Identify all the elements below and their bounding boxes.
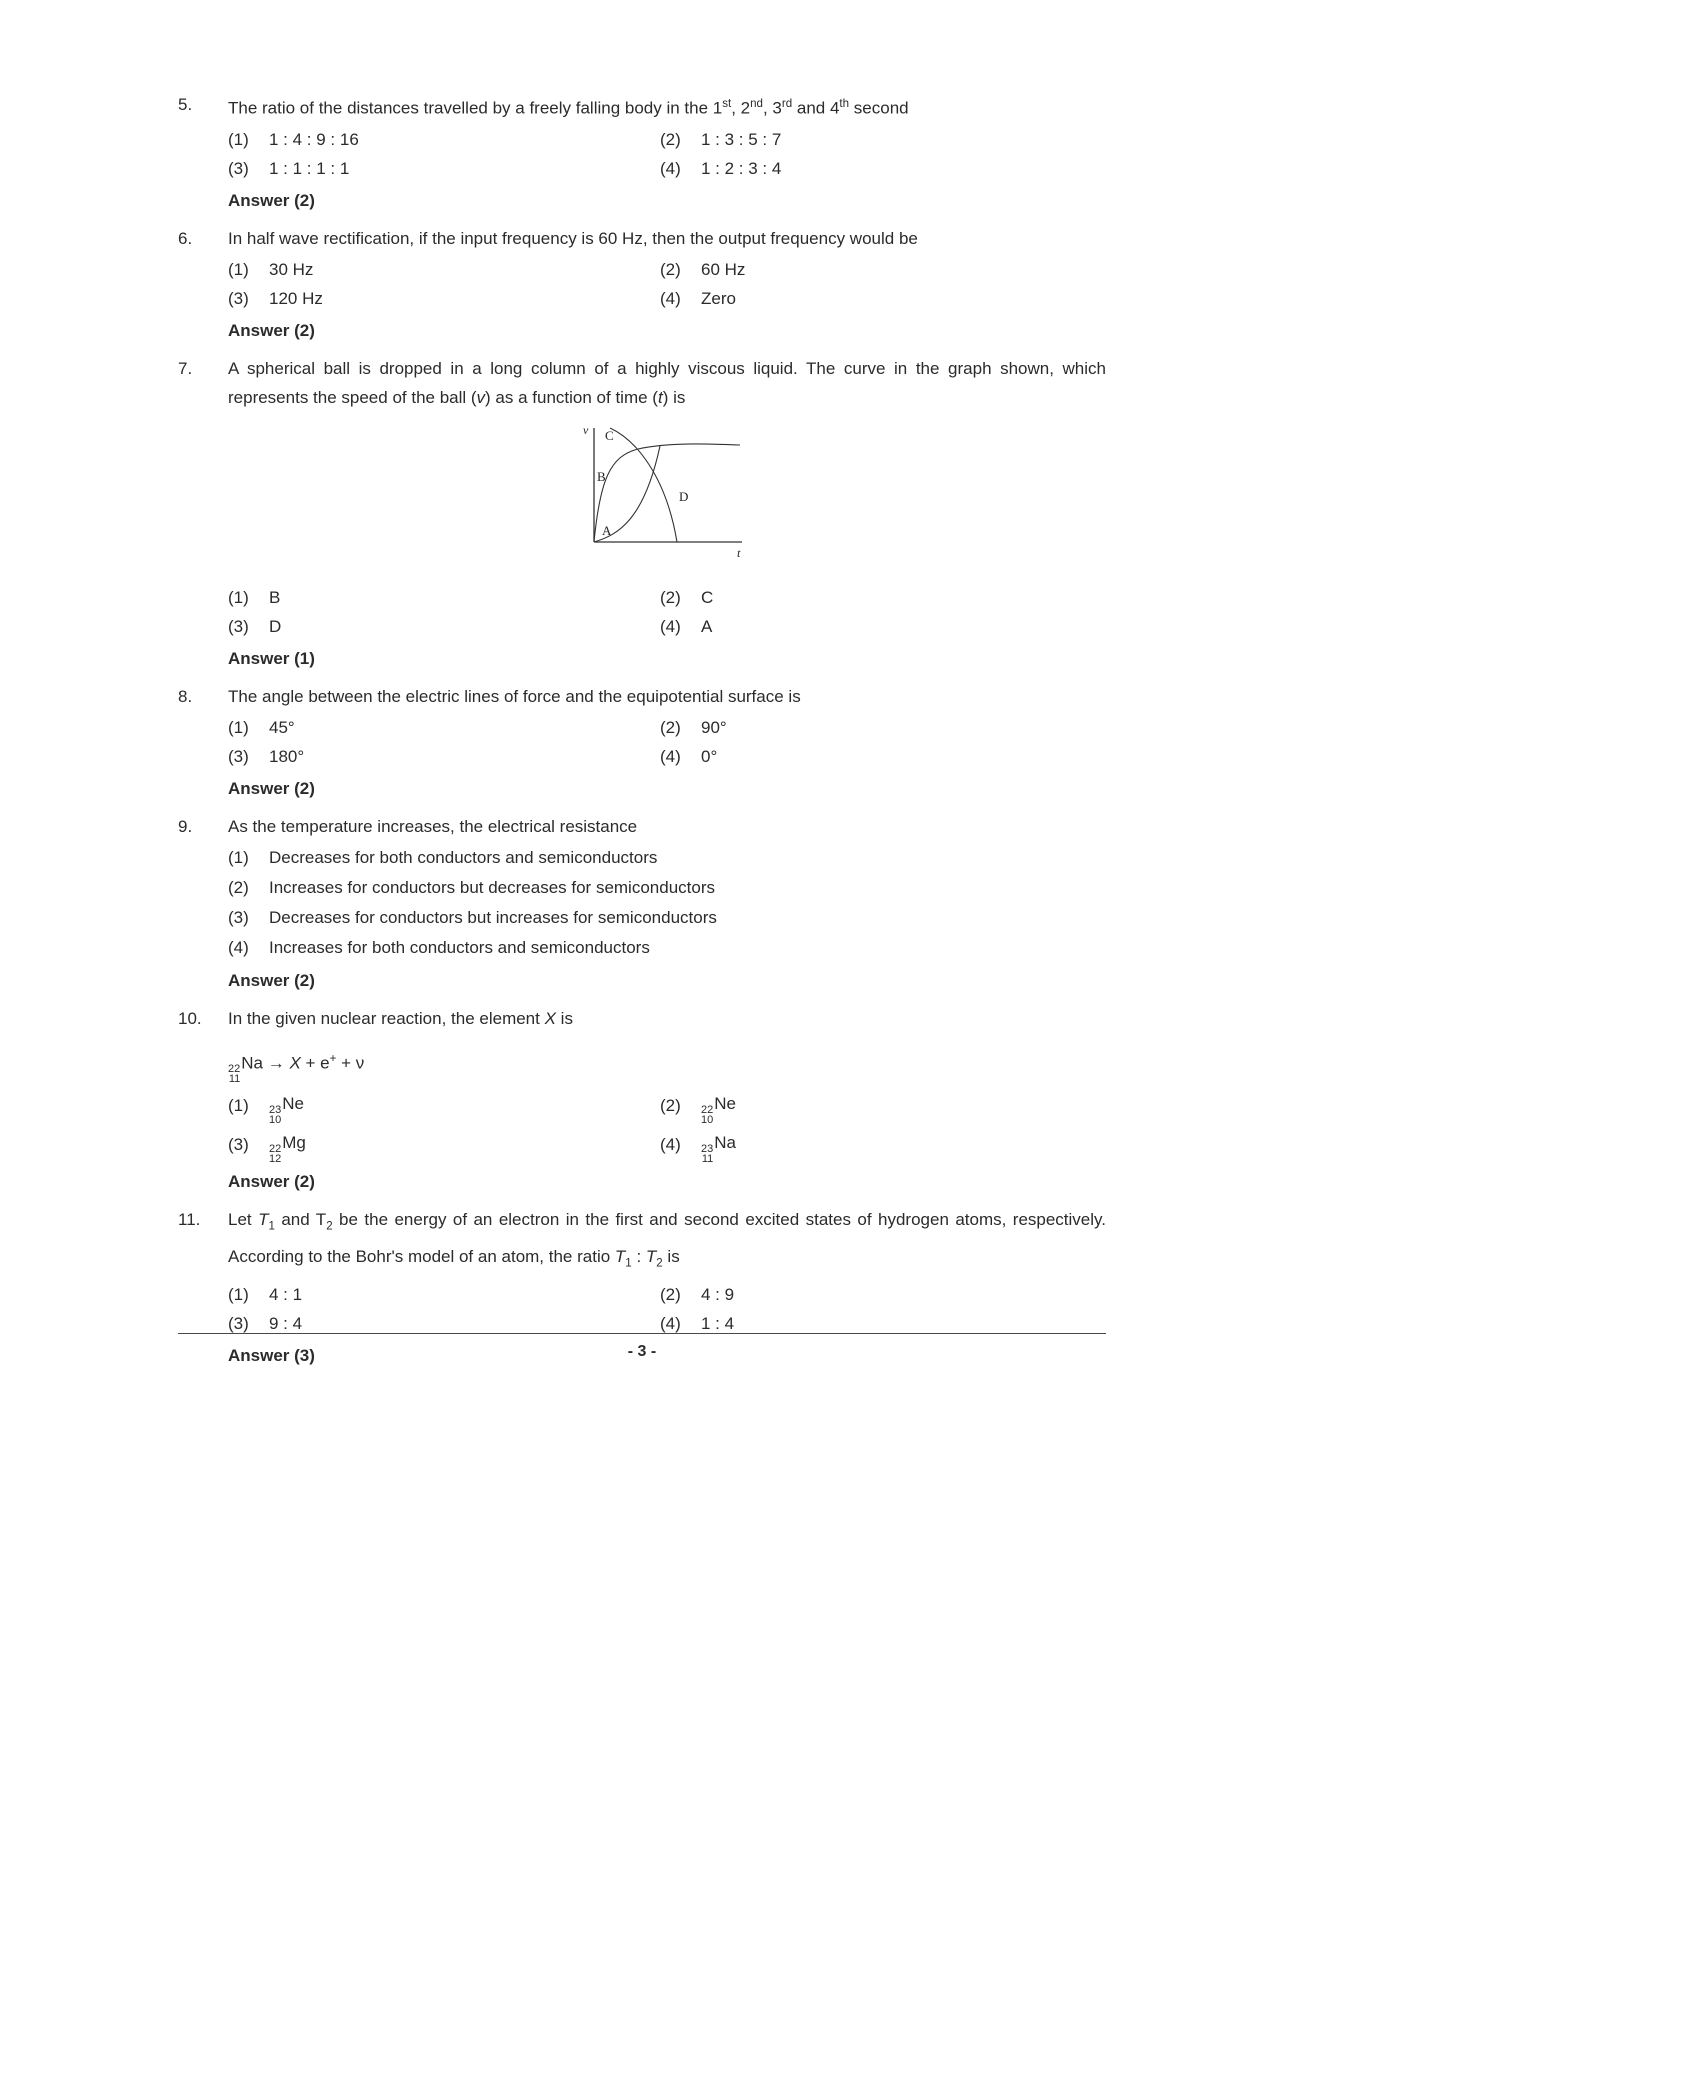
option-1: [228, 125, 660, 154]
option-text: C: [701, 587, 714, 607]
option-1: [228, 1086, 660, 1125]
options: [228, 713, 1106, 771]
options: [228, 1280, 1106, 1338]
option-label: (4): [660, 1135, 681, 1155]
curve-label-d: D: [678, 488, 688, 504]
option-text: 45°: [269, 717, 295, 737]
option-label: (1): [228, 1285, 249, 1305]
option-label: (2): [660, 129, 681, 149]
option-label: (4): [660, 158, 681, 178]
option-label: (4): [228, 937, 249, 957]
option-1: [228, 1280, 660, 1309]
answer-text: Answer (2): [228, 778, 315, 798]
option-1: [228, 713, 660, 742]
question-number: 9.: [178, 816, 193, 836]
answer-text: Answer (2): [228, 970, 315, 990]
option-label: (2): [660, 717, 681, 737]
question-text: The angle between the electric lines of force and the equipotential surface is: [228, 686, 801, 706]
option-text: Decreases for conductors but increases for semiconductors: [269, 907, 717, 927]
question-number: 11.: [178, 1210, 201, 1230]
option-text: 120 Hz: [269, 288, 323, 308]
curve-label-c: C: [604, 427, 614, 443]
option-label: (2): [660, 1285, 681, 1305]
option-2: [660, 255, 1106, 284]
option-text: 1 : 1 : 1 : 1: [269, 158, 350, 178]
option-text: A: [701, 616, 713, 636]
option-4: [660, 284, 1106, 313]
option-label: (4): [660, 1314, 681, 1334]
question-text: In half wave rectification, if the input frequency is 60 Hz, then the output frequency would be: [228, 228, 918, 248]
question-8: [178, 682, 1106, 803]
options: [228, 255, 1106, 313]
option-2: [660, 583, 1106, 612]
option-text: 1 : 4: [701, 1314, 735, 1334]
option-text: Increases for both conductors and semiconductors: [269, 937, 650, 957]
answer-text: Answer (2): [228, 190, 315, 210]
option-label: (2): [228, 877, 249, 897]
option-text: 23 11 Na: [701, 1133, 736, 1166]
question-number: 8.: [178, 686, 193, 706]
option-text: 1 : 2 : 3 : 4: [701, 158, 782, 178]
curve-label-b: B: [596, 468, 606, 484]
option-text: 30 Hz: [269, 259, 314, 279]
page-number: - 3 -: [627, 1343, 657, 1360]
option-text: B: [269, 587, 281, 607]
option-1: [228, 255, 660, 284]
nuclear-equation: 22 11 Na → X + e+ + ν: [228, 1052, 365, 1086]
question-number: 10.: [178, 1008, 202, 1028]
y-axis-label: v: [582, 422, 588, 437]
page-footer: [178, 1333, 1106, 1361]
option-text: 4 : 1: [269, 1285, 303, 1305]
option-text: 22 10 Ne: [701, 1094, 736, 1127]
x-axis-label: t: [736, 545, 740, 560]
question-10: [178, 1004, 1106, 1197]
options: [228, 843, 1106, 963]
option-label: (3): [228, 1314, 249, 1334]
option-3: [228, 1125, 660, 1164]
option-label: (2): [660, 1096, 681, 1116]
option-label: (3): [228, 746, 249, 766]
option-label: (4): [660, 746, 681, 766]
option-text: Zero: [701, 288, 736, 308]
option-label: (1): [228, 717, 249, 737]
option-1: [228, 583, 660, 612]
option-text: Increases for conductors but decreases for semiconductors: [269, 877, 715, 897]
option-text: 23 10 Ne: [269, 1094, 304, 1127]
option-3: [228, 612, 660, 641]
option-label: (3): [228, 907, 249, 927]
option-4: [660, 154, 1106, 183]
option-label: (4): [660, 616, 681, 636]
option-4: [660, 1125, 1106, 1164]
option-4: [228, 933, 1106, 963]
options: [228, 125, 1106, 183]
question-text: As the temperature increases, the electrical resistance: [228, 816, 638, 836]
option-text: 90°: [701, 717, 727, 737]
option-label: (3): [228, 1135, 249, 1155]
options: [228, 1086, 1106, 1164]
option-2: [660, 1086, 1106, 1125]
option-label: (1): [228, 587, 249, 607]
question-6: [178, 224, 1106, 345]
option-text: 4 : 9: [701, 1285, 735, 1305]
option-label: (2): [660, 587, 681, 607]
option-label: (2): [660, 259, 681, 279]
question-number: 6.: [178, 228, 193, 248]
question-9: [178, 812, 1106, 995]
option-label: (3): [228, 158, 249, 178]
option-2: [660, 125, 1106, 154]
option-text: 0°: [701, 746, 718, 766]
option-text: 1 : 3 : 5 : 7: [701, 129, 782, 149]
answer-text: Answer (3): [228, 1346, 315, 1366]
option-3: [228, 742, 660, 771]
question-text: A spherical ball is dropped in a long column of a highly viscous liquid. The curve in the graph shown, which represents the speed of the ball (v) as a function of time (t) is: [228, 358, 1106, 407]
curve-b: [594, 444, 740, 542]
curve-label-a: A: [601, 522, 611, 538]
option-text: Decreases for both conductors and semiconductors: [269, 847, 658, 867]
question-7: [178, 354, 1106, 673]
option-3: [228, 154, 660, 183]
option-label: (1): [228, 1096, 249, 1116]
option-label: (3): [228, 288, 249, 308]
answer-text: Answer (2): [228, 320, 315, 340]
option-2: [228, 873, 1106, 903]
option-label: (1): [228, 129, 249, 149]
option-label: (4): [660, 288, 681, 308]
option-4: [660, 612, 1106, 641]
answer-text: Answer (2): [228, 1172, 315, 1192]
option-3: [228, 903, 1106, 933]
question-number: 5.: [178, 95, 193, 114]
option-2: [660, 1280, 1106, 1309]
option-text: 180°: [269, 746, 305, 766]
velocity-time-graph: [580, 418, 755, 563]
question-text: In the given nuclear reaction, the element X is: [228, 1008, 573, 1028]
question-5: [178, 90, 1106, 215]
figure-container: [228, 418, 1106, 563]
option-text: 9 : 4: [269, 1314, 303, 1334]
option-1: [228, 843, 1106, 873]
option-label: (1): [228, 847, 249, 867]
answer-text: Answer (1): [228, 648, 315, 668]
question-text: Let $T_1$ and $T_2$ be the energy of an electron in the first and second excited states of hydrogen atoms, respectively. According to the Bohr's model of an atom, the ratio $T_1$ : $T_2$ is: [228, 1210, 1107, 1270]
option-text: 1 : 4 : 9 : 16: [269, 129, 359, 149]
option-label: (3): [228, 616, 249, 636]
option-4: [660, 742, 1106, 771]
option-label: (1): [228, 259, 249, 279]
option-2: [660, 713, 1106, 742]
option-3: [228, 284, 660, 313]
question-number: 7.: [178, 358, 193, 378]
option-text: 60 Hz: [701, 259, 746, 279]
question-list: [178, 90, 1106, 1379]
option-text: 22 12 Mg: [269, 1133, 306, 1166]
options: [228, 583, 1106, 641]
option-text: D: [269, 616, 282, 636]
question-text: The ratio of the distances travelled by a freely falling body in the 1st, 2nd, 3rd and 4th second: [228, 98, 909, 118]
